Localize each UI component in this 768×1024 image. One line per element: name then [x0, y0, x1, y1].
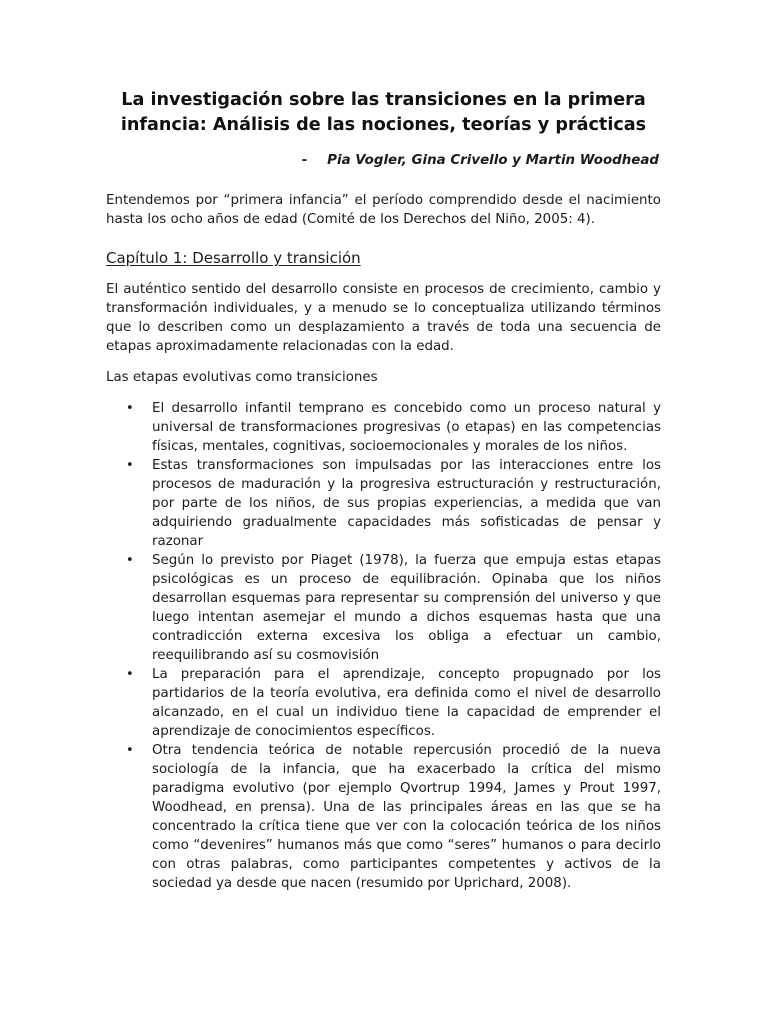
- list-item-text: Otra tendencia teórica de notable repercusión procedió de la nueva sociología de la infancia, que ha exacerbado la crítica del mismo paradigma evolutivo (por ejemplo Qvortrup 1994, James y Prout 1997, Woodhead, en prensa). Una de las principales áreas en las que se ha concentrado la crítica tiene que ver con la colocación teórica de los niños como “devenires” humanos más que como “seres” humanos o para decirlo con otras palabras, como participantes competentes y activos de la sociedad ya desde que nacen (resumido por Uprichard, 2008).: [152, 743, 661, 891]
- intro-paragraph: Entendemos por “primera infancia” el período comprendido desde el nacimiento hasta los ocho años de edad (Comité de los Derechos del Niño, 2005: 4).: [106, 193, 661, 227]
- list-item: [126, 741, 661, 893]
- list-item: [126, 665, 661, 741]
- authors-names: Pia Vogler, Gina Crivello y Martin Woodhead: [327, 153, 659, 168]
- chapter-heading: Capítulo 1: Desarrollo y transición: [106, 249, 361, 267]
- document-page: [106, 88, 661, 893]
- bullet-icon: •: [126, 553, 134, 568]
- authors-line: [106, 152, 661, 170]
- list-item: [126, 456, 661, 551]
- bullet-icon: •: [126, 458, 134, 473]
- list-item: [126, 551, 661, 665]
- section-subheading: Las etapas evolutivas como transiciones: [106, 370, 378, 385]
- list-item-text: Estas transformaciones son impulsadas por las interacciones entre los procesos de maduración y la progresiva estructuración y restructuración, por parte de los niños, de sus propias experiencias, a medida que van adquiriendo gradualmente capacidades más sofisticadas de pensar y razonar: [152, 458, 661, 549]
- list-item-text: La preparación para el aprendizaje, concepto propugnado por los partidarios de la teoría evolutiva, era definida como el nivel de desarrollo alcanzado, en el cual un individuo tiene la capacidad de emprender el aprendizaje de conocimientos específicos.: [152, 667, 661, 739]
- document-title: La investigación sobre las transiciones en la primera infancia: Análisis de las nociones, teorías y prácticas: [120, 90, 647, 135]
- list-item-text: El desarrollo infantil temprano es concebido como un proceso natural y universal de transformaciones progresivas (o etapas) en las competencias físicas, mentales, cognitivas, socioemocionales y morales de los niños.: [152, 401, 661, 454]
- authors-dash: -: [301, 153, 308, 168]
- list-item-text: Según lo previsto por Piaget (1978), la fuerza que empuja estas etapas psicológicas es un proceso de equilibración. Opinaba que los niños desarrollan esquemas para representar su comprensión del universo y que luego intentan asemejar el mundo a dichos esquemas hasta que una contradicción externa excesiva los obliga a efectuar un cambio, reequilibrando así su cosmovisión: [152, 553, 661, 663]
- chapter-paragraph: El auténtico sentido del desarrollo consiste en procesos de crecimiento, cambio y transformación individuales, y a menudo se lo conceptualiza utilizando términos que lo describen como un desplazamiento a través de toda una secuencia de etapas aproximadamente relacionadas con la edad.: [106, 282, 661, 354]
- bullet-icon: •: [126, 667, 134, 682]
- bullet-list: [106, 399, 661, 893]
- bullet-icon: •: [126, 401, 134, 416]
- list-item: [126, 399, 661, 456]
- bullet-icon: •: [126, 743, 134, 758]
